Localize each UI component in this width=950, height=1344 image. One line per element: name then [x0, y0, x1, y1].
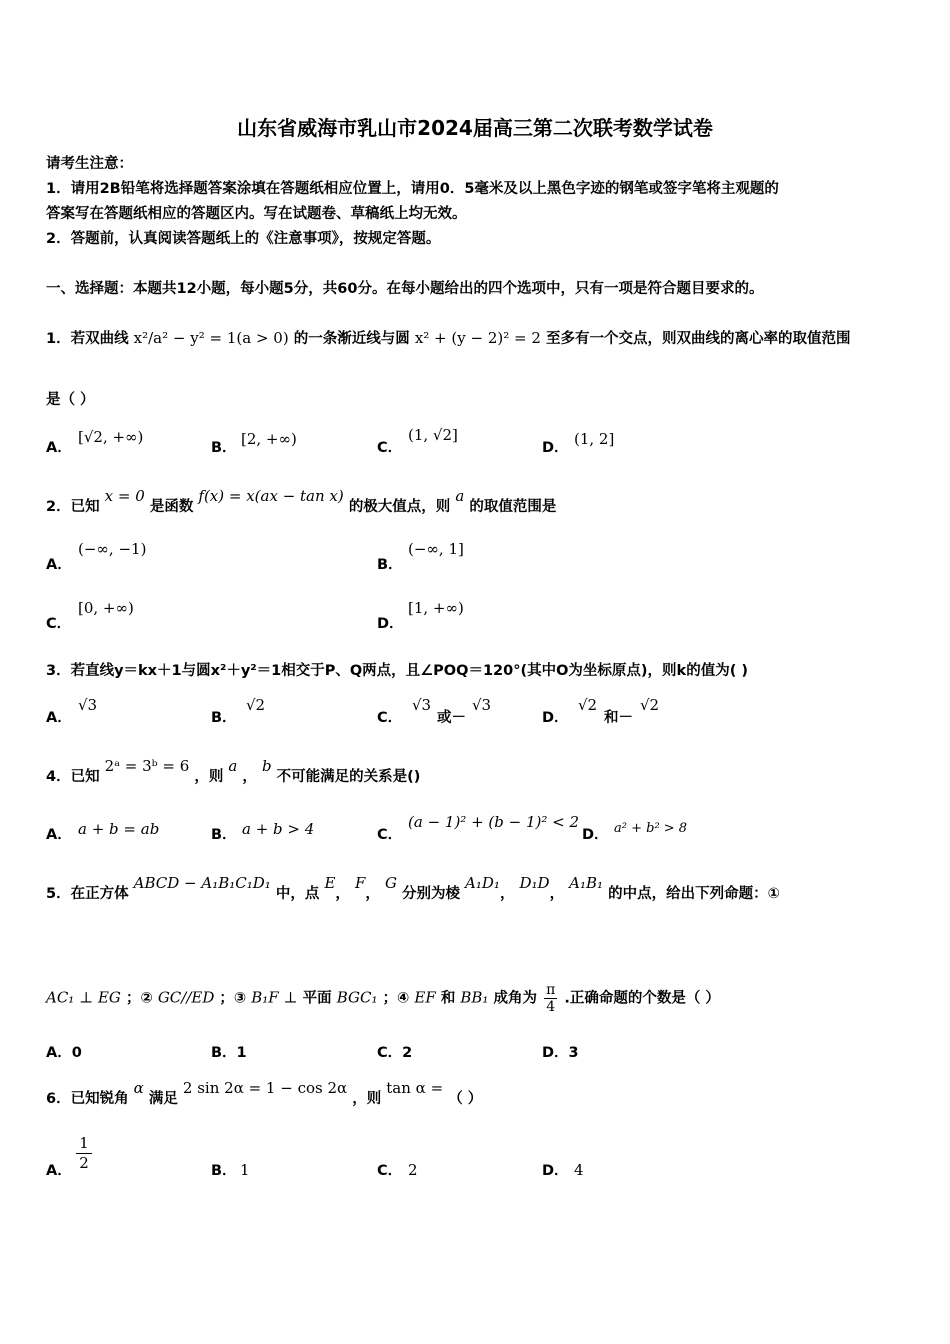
q2-option-d-value: [1, +∞)	[408, 599, 464, 617]
q6-suffix: （ ）	[448, 1091, 483, 1107]
q1-prefix: 1．若双曲线	[46, 331, 129, 347]
q3-option-b-value: √2	[246, 696, 266, 714]
question-6	[46, 1079, 483, 1108]
q4-option-b-label[interactable]: B．	[211, 827, 237, 843]
q5-suffix: 的中点，给出下列命题：①	[608, 886, 780, 902]
q5-edge-d1d: D₁D	[519, 874, 550, 892]
q6-option-b-label[interactable]: B．	[211, 1163, 237, 1179]
q6-option-c-value: 2	[408, 1161, 418, 1179]
q5-point-e: E	[324, 874, 336, 892]
q5-cube-expr: ABCD − A₁B₁C₁D₁	[133, 874, 271, 892]
q5-sep-3: ；③	[219, 990, 247, 1007]
q4-suffix: 不可能满足的关系是()	[276, 769, 421, 785]
q5-statement-1: AC₁ ⊥ EG	[46, 988, 121, 1007]
q2-expr-x0: x = 0	[104, 487, 145, 505]
section-heading: 一、选择题：本题共12小题，每小题5分，共60分。在每小题给出的四个选项中，只有一项是符合题目要求的。	[46, 281, 764, 297]
q4-option-d-value: a² + b² > 8	[614, 821, 688, 836]
q6-mid2: ，则	[352, 1091, 382, 1107]
q4-expr-a: a	[228, 757, 238, 775]
q2-option-b-value: (−∞, 1]	[408, 540, 464, 558]
q6-option-c-label[interactable]: C．	[377, 1163, 403, 1179]
q3-option-c-label[interactable]: C．	[377, 710, 403, 726]
q1-line2: 是（ ）	[46, 392, 95, 408]
q2-mid1: 是函数	[149, 499, 194, 515]
question-3: 3．若直线y＝kx＋1与圆x²＋y²＝1相交于P、Q两点，且∠POQ＝120°(其中O为坐标原点)，则k的值为( )	[46, 663, 748, 679]
q5-statement-3b: BGC₁	[336, 988, 378, 1007]
q5-comma-3: ，	[499, 886, 515, 902]
notice-item1-line1: 1．请用2B铅笔将选择题答案涂填在答题纸相应位置上，请用0．5毫米及以上黑色字迹的钢笔或签字笔将主观题的	[46, 181, 779, 197]
q5-statements	[46, 982, 720, 1015]
q6-condition-expr: 2 sin 2α = 1 − cos 2α	[182, 1079, 348, 1097]
question-1	[46, 327, 850, 348]
q4-option-c-value: (a − 1)² + (b − 1)² < 2	[408, 813, 580, 831]
q2-option-a-value: (−∞, −1)	[78, 540, 147, 558]
q6-option-a-fraction	[76, 1134, 92, 1173]
q4-option-a-value: a + b = ab	[78, 820, 160, 838]
question-4	[46, 757, 421, 786]
q5-option-c[interactable]: C．2	[377, 1045, 413, 1061]
q3-option-a-value: √3	[78, 696, 98, 714]
q5-point-g: G	[384, 874, 397, 892]
notice-heading: 请考生注意：	[46, 156, 133, 172]
q3-option-d-value2: √2	[640, 696, 660, 714]
exam-title: 山东省威海市乳山市2024届高三第二次联考数学试卷	[237, 116, 713, 140]
q1-option-b-label[interactable]: B．	[211, 440, 237, 456]
q4-expr-eq: 2ᵃ = 3ᵇ = 6	[104, 757, 190, 775]
q4-option-a-label[interactable]: A．	[46, 827, 72, 843]
q4-expr-b: b	[261, 757, 272, 775]
q5-sep-4: ；④	[382, 990, 410, 1007]
q6-option-a-label[interactable]: A．	[46, 1163, 72, 1179]
q5-statement-2: GC//ED	[157, 988, 215, 1007]
q5-prefix: 5．在正方体	[46, 886, 129, 902]
q5-statement-4-text: 和	[440, 990, 456, 1007]
q5-sep-2: ；②	[125, 990, 153, 1007]
q1-option-d-value: (1, 2]	[574, 430, 615, 448]
question-5	[46, 874, 780, 903]
q5-edge-a1b1: A₁B₁	[569, 874, 604, 892]
q1-mid: 的一条渐近线与圆	[293, 331, 410, 347]
q2-expr-f: f(x) = x(ax − tan x)	[198, 487, 344, 505]
q1-option-c-value: (1, √2]	[408, 426, 458, 444]
q3-option-d-mid: 和－	[604, 710, 633, 726]
notice-item2: 2．答题前，认真阅读答题纸上的《注意事项》，按规定答题。	[46, 231, 441, 247]
q6-mid1: 满足	[148, 1091, 178, 1107]
q2-expr-a: a	[455, 487, 465, 505]
q1-option-a-label[interactable]: A．	[46, 440, 72, 456]
q4-mid2: ，	[242, 769, 257, 785]
q1-option-d-label[interactable]: D．	[542, 440, 569, 456]
q2-option-b-label[interactable]: B．	[377, 557, 403, 573]
q1-circle-expr: x² + (y − 2)² = 2	[414, 329, 541, 347]
q6-option-d-label[interactable]: D．	[542, 1163, 569, 1179]
q6-option-a-denominator: 2	[79, 1154, 89, 1172]
q6-alpha: α	[133, 1079, 144, 1097]
q3-option-d-value1: √2	[578, 696, 598, 714]
q2-option-a-label[interactable]: A．	[46, 557, 72, 573]
q6-prefix: 6．已知锐角	[46, 1091, 129, 1107]
q5-option-a[interactable]: A．0	[46, 1045, 82, 1061]
q5-four: 4	[546, 999, 556, 1015]
q4-prefix: 4．已知	[46, 769, 100, 785]
q6-option-b-value: 1	[240, 1161, 250, 1179]
q5-comma-1: ，	[335, 886, 350, 902]
q6-option-a-numerator: 1	[76, 1134, 92, 1154]
q5-option-d[interactable]: D．3	[542, 1045, 579, 1061]
q5-statement-4a: EF	[414, 988, 436, 1007]
q5-statement-3-text: 平面	[302, 990, 332, 1007]
q5-statement-3a: B₁F ⊥	[251, 988, 298, 1007]
q5-option-b[interactable]: B．1	[211, 1045, 247, 1061]
notice-item1-line2: 答案写在答题纸相应的答题区内。写在试题卷、草稿纸上均无效。	[46, 206, 467, 222]
q2-option-d-label[interactable]: D．	[377, 616, 404, 632]
q1-option-a-value: [√2, +∞)	[78, 428, 144, 446]
q5-mid2: 分别为棱	[401, 886, 460, 902]
q5-point-f: F	[354, 874, 366, 892]
q4-option-d-label[interactable]: D．	[582, 827, 609, 843]
q5-pi: π	[546, 982, 556, 998]
q4-option-c-label[interactable]: C．	[377, 827, 403, 843]
q2-option-c-value: [0, +∞)	[78, 599, 134, 617]
q2-mid2: 的极大值点，则	[348, 499, 451, 515]
q3-option-c-value2: √3	[472, 696, 492, 714]
q3-option-b-label[interactable]: B．	[211, 710, 237, 726]
q5-statement-4-angle: 成角为	[493, 990, 538, 1007]
q5-comma-2: ，	[365, 886, 380, 902]
q2-option-c-label[interactable]: C．	[46, 616, 72, 632]
q3-option-d-label[interactable]: D．	[542, 710, 569, 726]
q2-prefix: 2．已知	[46, 499, 100, 515]
q1-option-b-value: [2, +∞)	[241, 430, 297, 448]
q5-comma-4: ，	[549, 886, 565, 902]
q3-option-c-value1: √3	[412, 696, 432, 714]
question-2	[46, 487, 557, 516]
q5-statement-4b: BB₁	[460, 988, 489, 1007]
q1-suffix: 至多有一个交点，则双曲线的离心率的取值范围	[545, 331, 851, 347]
q5-pi-over-4	[544, 982, 557, 1015]
q5-mid1: 中，点	[275, 886, 320, 902]
q5-edge-a1d1: A₁D₁	[465, 874, 500, 892]
q3-option-a-label[interactable]: A．	[46, 710, 72, 726]
q5-tail: .正确命题的个数是（ ）	[564, 990, 720, 1007]
q6-option-d-value: 4	[574, 1161, 584, 1179]
q1-option-c-label[interactable]: C．	[377, 440, 403, 456]
q4-option-b-value: a + b > 4	[242, 820, 315, 838]
q4-mid1: ，则	[194, 769, 224, 785]
q6-tan-expr: tan α =	[386, 1079, 444, 1097]
q1-hyperbola-expr: x²/a² − y² = 1(a > 0)	[133, 329, 289, 347]
q2-suffix: 的取值范围是	[469, 499, 557, 515]
q3-option-c-mid: 或－	[437, 710, 466, 726]
